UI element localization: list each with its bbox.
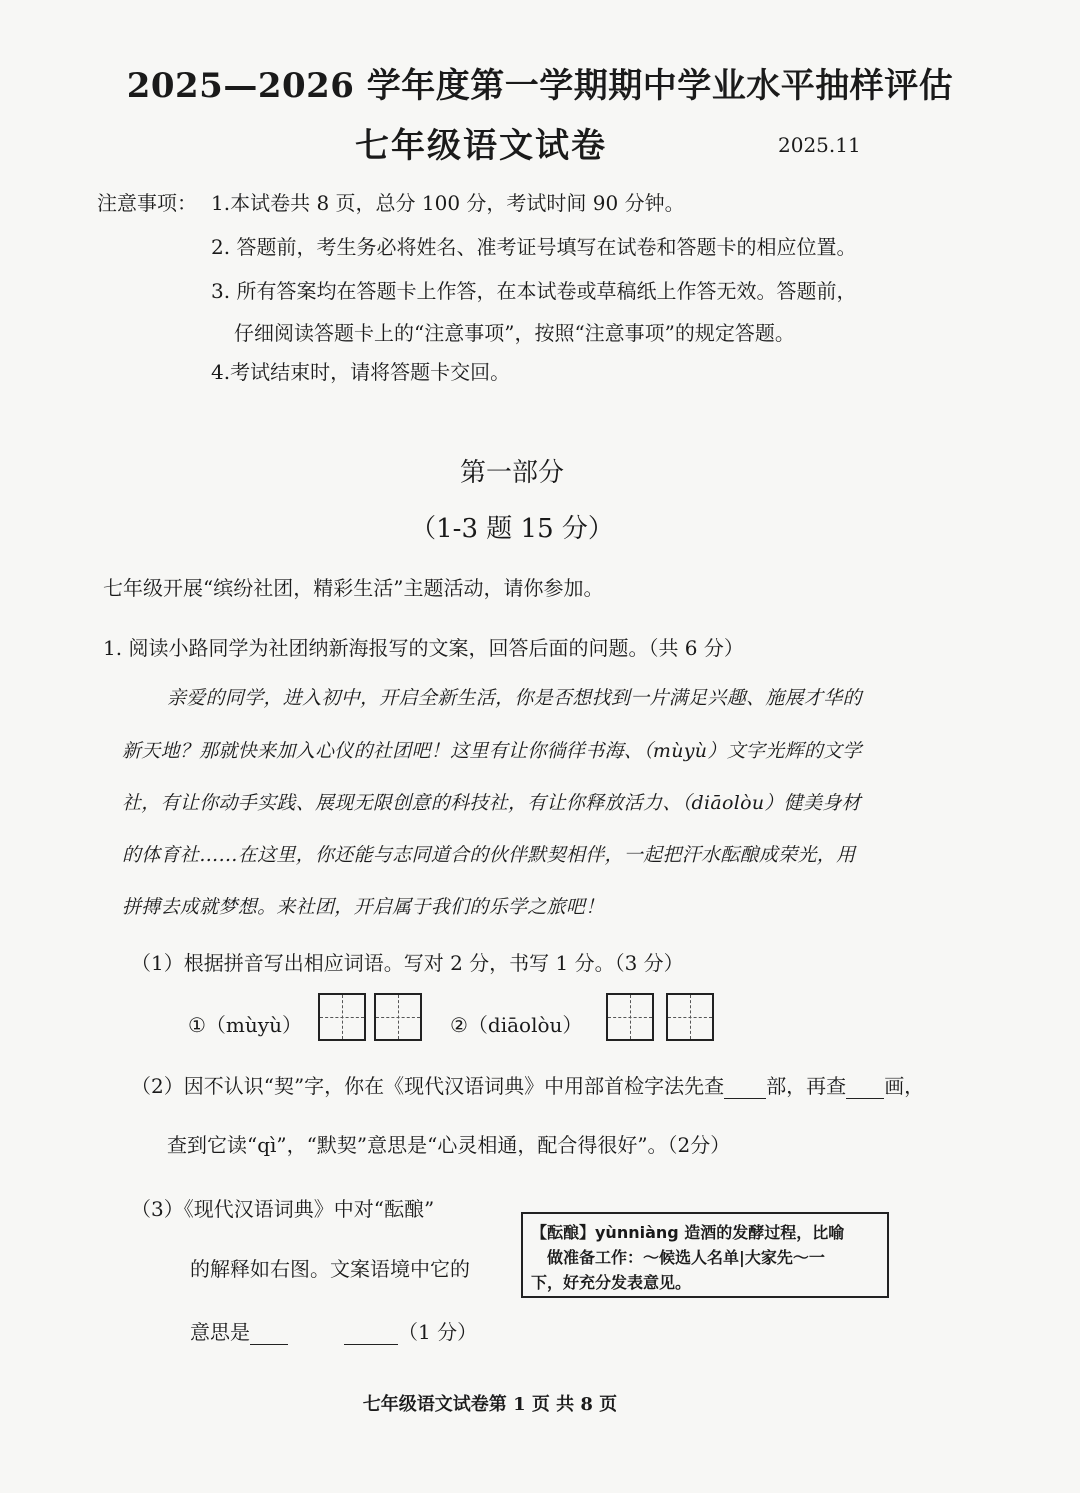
exam-date: 2025.11 xyxy=(778,133,861,157)
dict-line: 下，好充分发表意见。 xyxy=(531,1273,692,1292)
q1-sub3-line3 xyxy=(190,1316,477,1345)
q1-sub3-line1: （3）《现代汉语词典》中对“酝酿” xyxy=(131,1197,435,1221)
answer-grid-cell[interactable] xyxy=(374,993,422,1041)
dict-line: 【酝酿】yùnniàng 造酒的发酵过程，比喻 xyxy=(531,1223,845,1242)
passage-line: 亲爱的同学，进入初中，开启全新生活，你是否想找到一片满足兴趣、施展才华的 xyxy=(167,687,862,709)
q1-sub2-text-c: 画， xyxy=(884,1074,925,1098)
notice-label: 注意事项： xyxy=(97,191,197,215)
notice-item-4: 4.考试结束时，请将答题卡交回。 xyxy=(211,360,511,384)
dict-line: 做准备工作：～候选人名单|大家先～一 xyxy=(547,1248,825,1267)
q1-sub2-line1 xyxy=(131,1070,924,1099)
notice-item-3b: 仔细阅读答题卡上的“注意事项”，按照“注意事项”的规定答题。 xyxy=(234,321,795,345)
part-title: 第一部分 xyxy=(459,458,564,488)
strokes-blank[interactable] xyxy=(846,1098,884,1099)
passage-line: 的体育社……在这里，你还能与志同道合的伙伴默契相伴，一起把汗水酝酿成荣光，用 xyxy=(122,844,856,866)
notice-item-1: 1.本试卷共 8 页，总分 100 分，考试时间 90 分钟。 xyxy=(211,191,685,215)
activity-intro: 七年级开展“缤纷社团，精彩生活”主题活动，请你参加。 xyxy=(103,576,604,600)
radical-blank[interactable] xyxy=(724,1098,766,1099)
part-range: （1-3 题 15 分） xyxy=(410,514,614,544)
q1-sub2-text-b: 部，再查 xyxy=(766,1074,847,1098)
notice-item-2: 2. 答题前，考生务必将姓名、准考证号填写在试卷和答题卡的相应位置。 xyxy=(211,235,857,259)
exam-subtitle: 七年级语文试卷 xyxy=(355,126,607,166)
answer-grid-cell[interactable] xyxy=(318,993,366,1041)
q1-stem: 1. 阅读小路同学为社团纳新海报写的文案，回答后面的问题。（共 6 分） xyxy=(103,636,744,660)
q1-sub3-points: （1 分） xyxy=(398,1320,478,1344)
meaning-blank-2[interactable] xyxy=(344,1344,398,1345)
q1-sub3-text-a: 意思是 xyxy=(190,1320,250,1344)
answer-grid-cell[interactable] xyxy=(666,993,714,1041)
passage-line: 新天地？那就快来加入心仪的社团吧！这里有让你徜徉书海、（mùyù）文字光辉的文学 xyxy=(122,740,862,762)
q1-sub2-text-a: （2）因不认识“契”字，你在《现代汉语词典》中用部首检字法先查 xyxy=(131,1074,725,1098)
q1-sub1-stem: （1）根据拼音写出相应词语。写对 2 分，书写 1 分。（3 分） xyxy=(131,951,684,975)
page-footer: 七年级语文试卷第 1 页 共 8 页 xyxy=(362,1394,618,1415)
exam-title: 2025—2026 学年度第一学期期中学业水平抽样评估 xyxy=(126,66,954,106)
notice-item-3a: 3. 所有答案均在答题卡上作答，在本试卷或草稿纸上作答无效。答题前， xyxy=(211,279,857,303)
answer-grid-cell[interactable] xyxy=(606,993,654,1041)
passage-line: 拼搏去成就梦想。来社团，开启属于我们的乐学之旅吧！ xyxy=(122,896,605,918)
passage-line: 社，有让你动手实践、展现无限创意的科技社，有让你释放活力、（diāolòu）健美身材 xyxy=(122,792,861,814)
pinyin-1-label: ①（mùyù） xyxy=(188,1013,302,1037)
q1-sub2-line2: 查到它读“qì”，“默契”意思是“心灵相通，配合得很好”。（2分） xyxy=(167,1133,731,1157)
pinyin-2-label: ②（diāolòu） xyxy=(450,1013,583,1037)
dictionary-entry-box xyxy=(521,1212,889,1298)
meaning-blank-1[interactable] xyxy=(250,1344,288,1345)
q1-sub3-line2: 的解释如右图。文案语境中它的 xyxy=(190,1257,470,1281)
